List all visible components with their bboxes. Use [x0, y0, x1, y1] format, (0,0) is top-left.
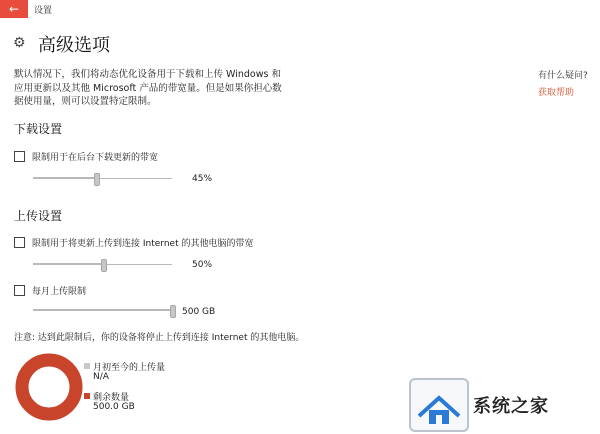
window-title: 设置 [34, 6, 53, 16]
monthly-limit-checkbox[interactable] [14, 285, 25, 296]
upload-limit-note: 注意: 达到此限制后，你的设备将停止上传到连接 Internet 的其他电脑。 [14, 333, 305, 343]
legend-remaining [84, 390, 204, 416]
watermark-house-icon [409, 378, 469, 432]
slider-thumb[interactable] [170, 305, 176, 318]
upload-limit-checkbox[interactable] [14, 237, 25, 248]
used-value: N/A [93, 372, 109, 382]
upload-settings-heading: 上传设置 [14, 209, 63, 223]
watermark-logo [409, 378, 597, 428]
slider-thumb[interactable] [94, 173, 100, 186]
watermark-text: 系统之家 [473, 396, 549, 417]
monthly-limit-label: 每月上传限制 [32, 287, 87, 297]
slider-fill [33, 263, 103, 265]
download-percent-label: 45% [192, 174, 213, 184]
upload-usage-donut [14, 352, 84, 422]
description-text: 默认情况下，我们将动态优化设备用于下载和上传 Windows 和应用更新以及其他 Microsoft 产品的带宽量。但是如果你担心数据使用量，则可以设置特定限制。 [14, 69, 282, 107]
used-label: 月初至今的上传量 [93, 363, 166, 373]
get-help-link[interactable]: 获取帮助 [538, 88, 575, 98]
used-color-swatch [84, 363, 90, 369]
monthly-limit-value: 500 GB [182, 307, 216, 317]
legend-used [84, 360, 204, 386]
remaining-label: 剩余数量 [93, 393, 130, 403]
slider-thumb[interactable] [101, 259, 107, 272]
help-question: 有什么疑问? [538, 71, 588, 81]
page-title: 高级选项 [38, 35, 110, 56]
title-bar [0, 0, 600, 18]
download-limit-label: 限制用于在后台下载更新的带宽 [32, 153, 159, 163]
download-settings-heading: 下载设置 [14, 122, 63, 136]
upload-bandwidth-slider[interactable] [33, 260, 172, 269]
slider-fill [33, 177, 96, 179]
upload-limit-label: 限制用于将更新上传到连接 Internet 的其他电脑的带宽 [32, 239, 254, 249]
upload-percent-label: 50% [192, 260, 213, 270]
monthly-limit-slider[interactable] [33, 306, 172, 315]
remaining-color-swatch [84, 393, 90, 399]
gear-icon: ⚙ [13, 35, 26, 51]
back-button[interactable] [0, 0, 28, 18]
remaining-value: 500.0 GB [93, 402, 135, 412]
download-limit-checkbox[interactable] [14, 151, 25, 162]
upload-limit-row[interactable] [14, 236, 253, 249]
download-limit-row[interactable] [14, 150, 158, 163]
donut-remaining-ring [22, 360, 76, 414]
slider-fill [33, 309, 172, 311]
download-bandwidth-slider[interactable] [33, 174, 172, 183]
monthly-limit-row[interactable] [14, 284, 86, 297]
arrow-left-icon: ← [8, 2, 20, 16]
